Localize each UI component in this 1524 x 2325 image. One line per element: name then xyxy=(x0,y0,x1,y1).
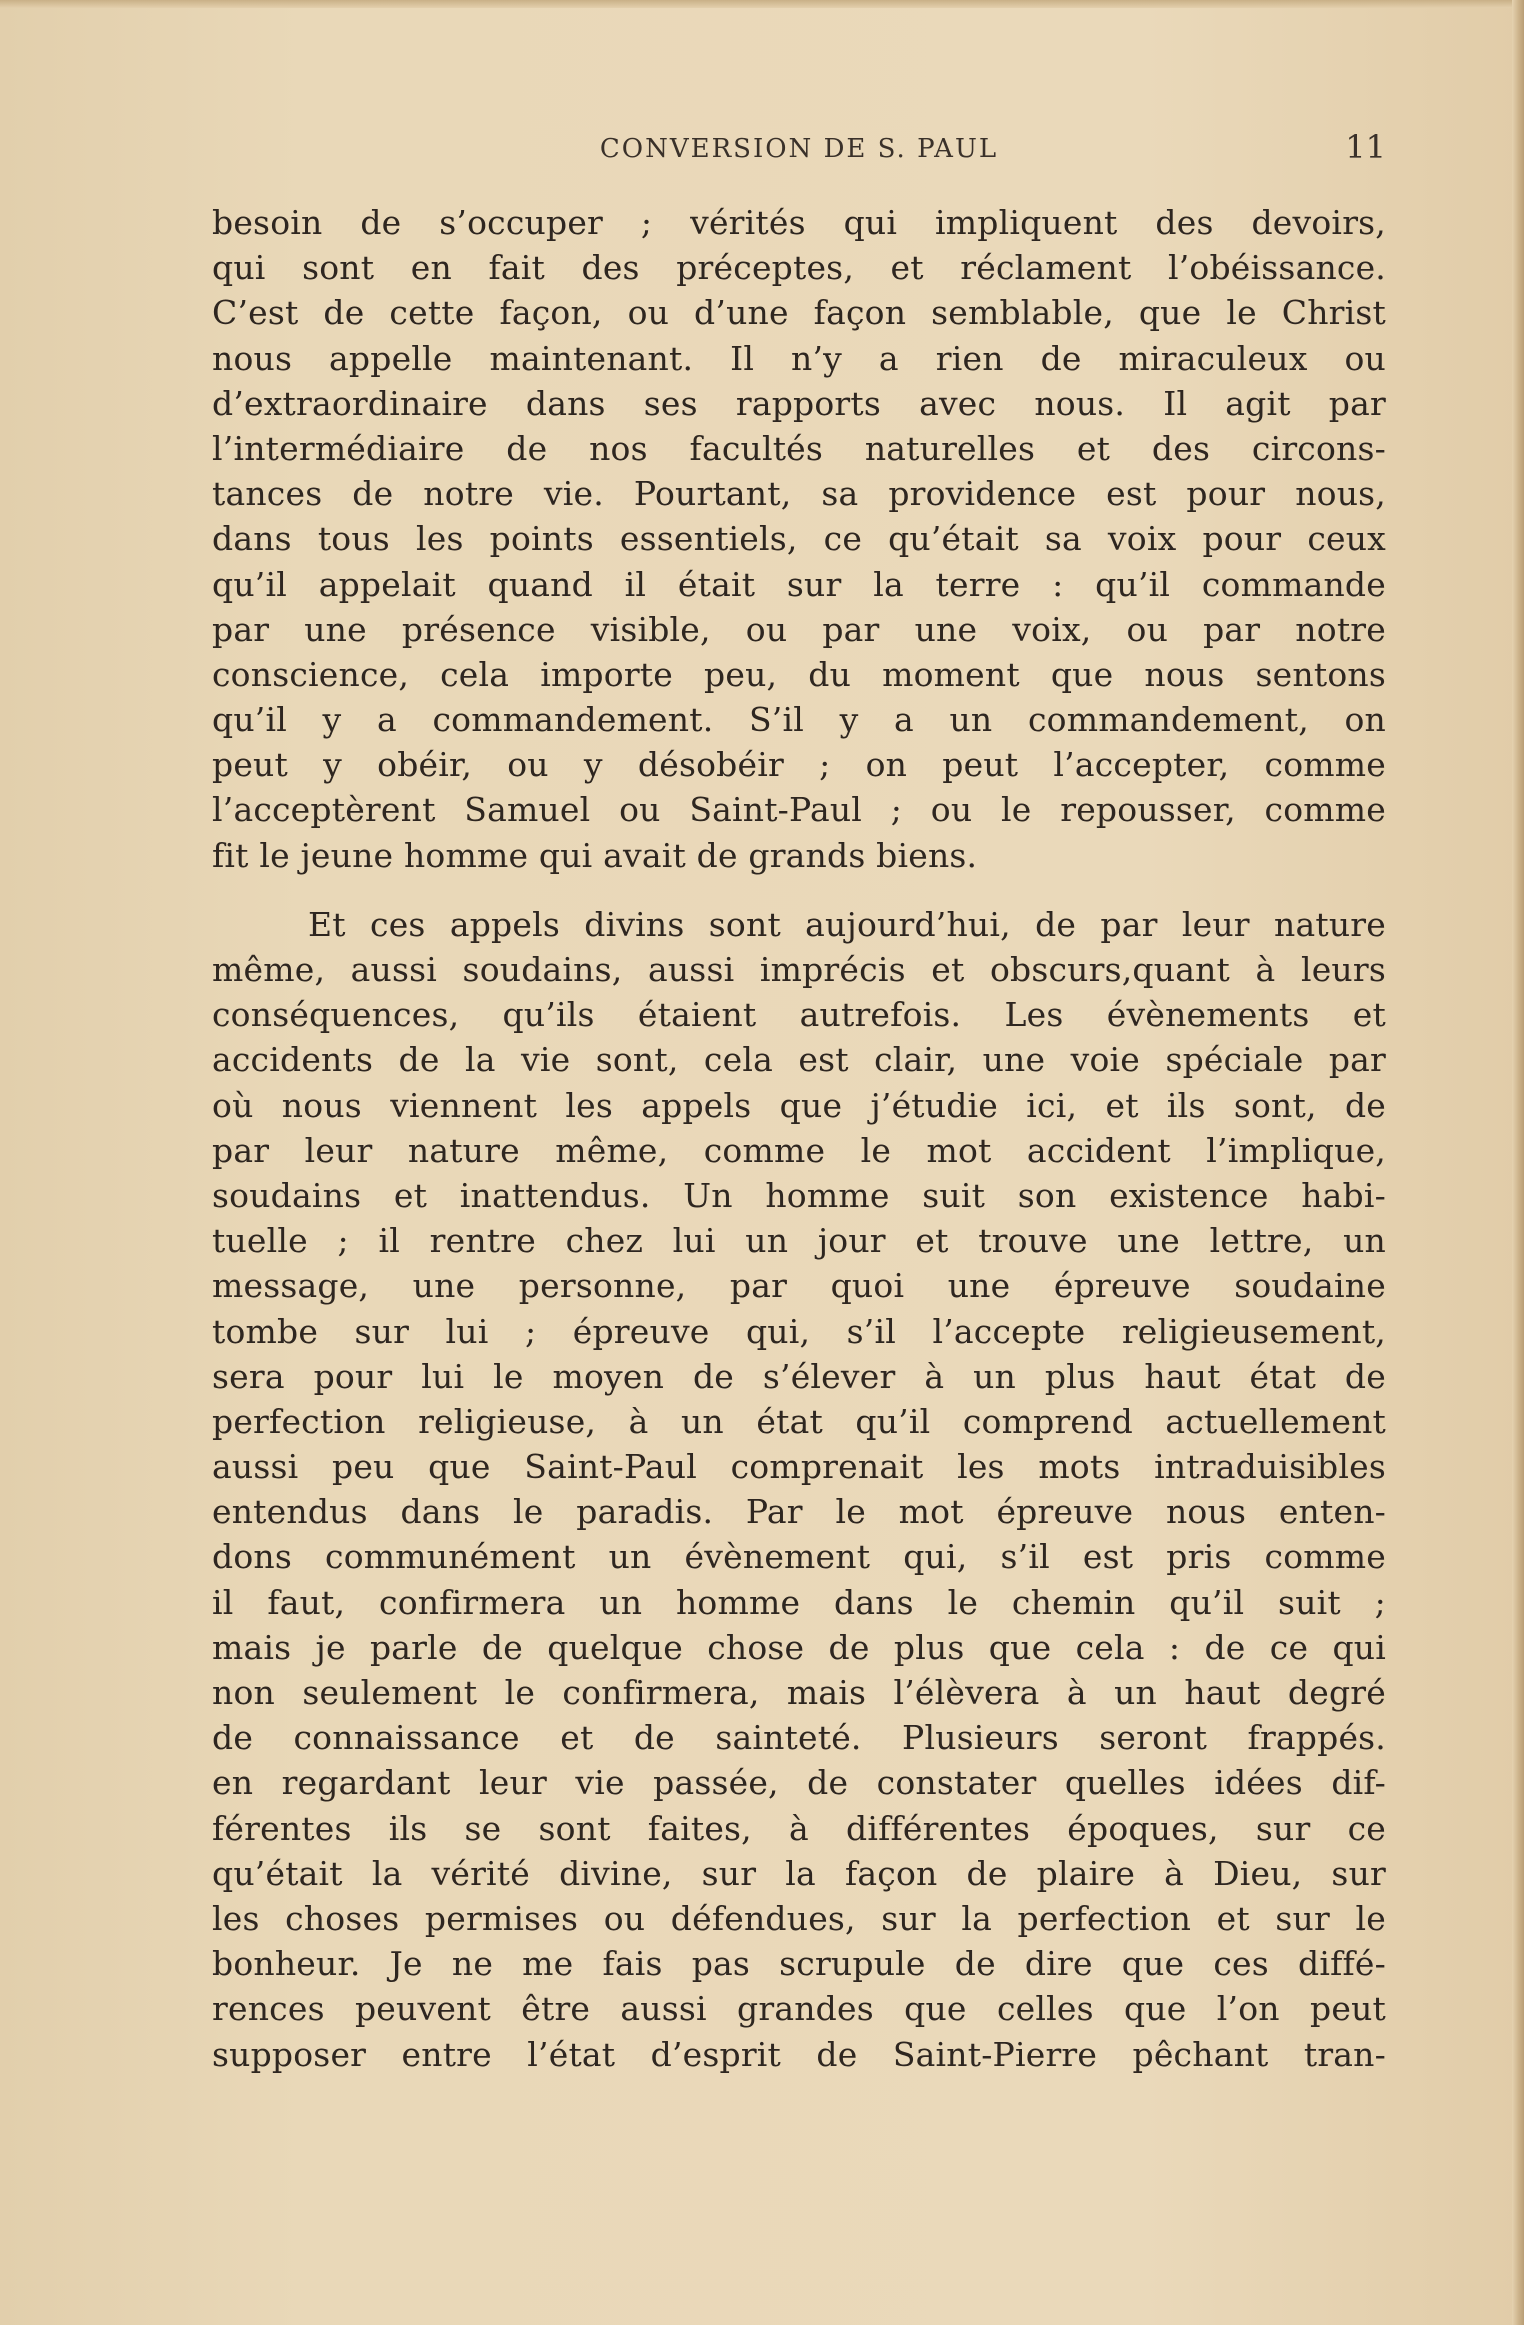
text-line: les choses permises ou défendues, sur la perfection et sur le xyxy=(212,1898,1386,1938)
page-top-edge xyxy=(0,0,1524,8)
text-line: où nous viennent les appels que j’étudie ici, et ils sont, de xyxy=(212,1085,1386,1125)
text-line: supposer entre l’état d’esprit de Saint-Pierre pêchant tran- xyxy=(212,2034,1386,2074)
text-line: qu’était la vérité divine, sur la façon de plaire à Dieu, sur xyxy=(212,1853,1386,1893)
paragraph-2 xyxy=(212,902,1386,2077)
text-line: l’acceptèrent Samuel ou Saint-Paul ; ou le repousser, comme xyxy=(212,790,1386,830)
text-line: conséquences, qu’ils étaient autrefois. Les évènements et xyxy=(212,995,1386,1035)
paragraph-1 xyxy=(212,200,1386,878)
text-line: tombe sur lui ; épreuve qui, s’il l’accepte religieusement, xyxy=(212,1311,1386,1351)
page-right-edge xyxy=(1512,0,1524,2325)
page-number: 11 xyxy=(1345,128,1386,166)
text-line: qu’il y a commandement. S’il y a un commandement, on xyxy=(212,700,1386,740)
text-line: d’extraordinaire dans ses rapports avec nous. Il agit par xyxy=(212,383,1386,423)
text-line: dans tous les points essentiels, ce qu’était sa voix pour ceux xyxy=(212,519,1386,559)
text-line: perfection religieuse, à un état qu’il comprend actuellement xyxy=(212,1401,1386,1441)
text-line: bonheur. Je ne me fais pas scrupule de dire que ces diffé- xyxy=(212,1944,1386,1984)
text-line: fit le jeune homme qui avait de grands biens. xyxy=(212,835,978,875)
text-line: tuelle ; il rentre chez lui un jour et trouve une lettre, un xyxy=(212,1221,1386,1261)
text-line: sera pour lui le moyen de s’élever à un plus haut état de xyxy=(212,1356,1386,1396)
text-line: Et ces appels divins sont aujourd’hui, de par leur nature xyxy=(308,904,1386,944)
text-line: soudains et inattendus. Un homme suit son existence habi- xyxy=(212,1175,1386,1215)
text-line: peut y obéir, ou y désobéir ; on peut l’accepter, comme xyxy=(212,745,1386,785)
text-line: qu’il appelait quand il était sur la terre : qu’il commande xyxy=(212,564,1386,604)
text-line: l’intermédiaire de nos facultés naturelles et des circons- xyxy=(212,428,1386,468)
text-line: C’est de cette façon, ou d’une façon semblable, que le Christ xyxy=(212,293,1386,333)
text-line: mais je parle de quelque chose de plus que cela : de ce qui xyxy=(212,1627,1386,1667)
text-line: entendus dans le paradis. Par le mot épreuve nous enten- xyxy=(212,1492,1386,1532)
running-title: CONVERSION DE S. PAUL xyxy=(599,134,999,164)
text-line: accidents de la vie sont, cela est clair, une voie spéciale par xyxy=(212,1040,1386,1080)
text-line: même, aussi soudains, aussi imprécis et obscurs,quant à leurs xyxy=(212,950,1386,989)
text-line: non seulement le confirmera, mais l’élèvera à un haut degré xyxy=(212,1673,1386,1712)
text-line: message, une personne, par quoi une épreuve soudaine xyxy=(212,1266,1386,1306)
text-line: par leur nature même, comme le mot accident l’implique, xyxy=(212,1130,1386,1170)
text-line: nous appelle maintenant. Il n’y a rien de miraculeux ou xyxy=(212,338,1386,378)
text-line: aussi peu que Saint-Paul comprenait les mots intraduisibles xyxy=(212,1447,1386,1487)
text-line: de connaissance et de sainteté. Plusieurs seront frappés. xyxy=(212,1718,1386,1758)
text-line: férentes ils se sont faites, à différentes époques, sur ce xyxy=(212,1808,1386,1848)
body-text xyxy=(212,200,1386,2077)
text-line: besoin de s’occuper ; vérités qui impliquent des devoirs, xyxy=(212,203,1386,242)
text-line: il faut, confirmera un homme dans le chemin qu’il suit ; xyxy=(212,1582,1386,1622)
text-line: dons communément un évènement qui, s’il est pris comme xyxy=(212,1537,1386,1577)
page-header xyxy=(212,128,1386,172)
text-line: conscience, cela importe peu, du moment que nous sentons xyxy=(212,654,1386,694)
text-line: tances de notre vie. Pourtant, sa providence est pour nous, xyxy=(212,474,1386,514)
text-line: en regardant leur vie passée, de constater quelles idées dif- xyxy=(212,1763,1386,1803)
text-line: qui sont en fait des préceptes, et réclament l’obéissance. xyxy=(212,248,1386,288)
text-line: par une présence visible, ou par une voix, ou par notre xyxy=(212,609,1386,649)
text-line: rences peuvent être aussi grandes que celles que l’on peut xyxy=(212,1989,1386,2029)
